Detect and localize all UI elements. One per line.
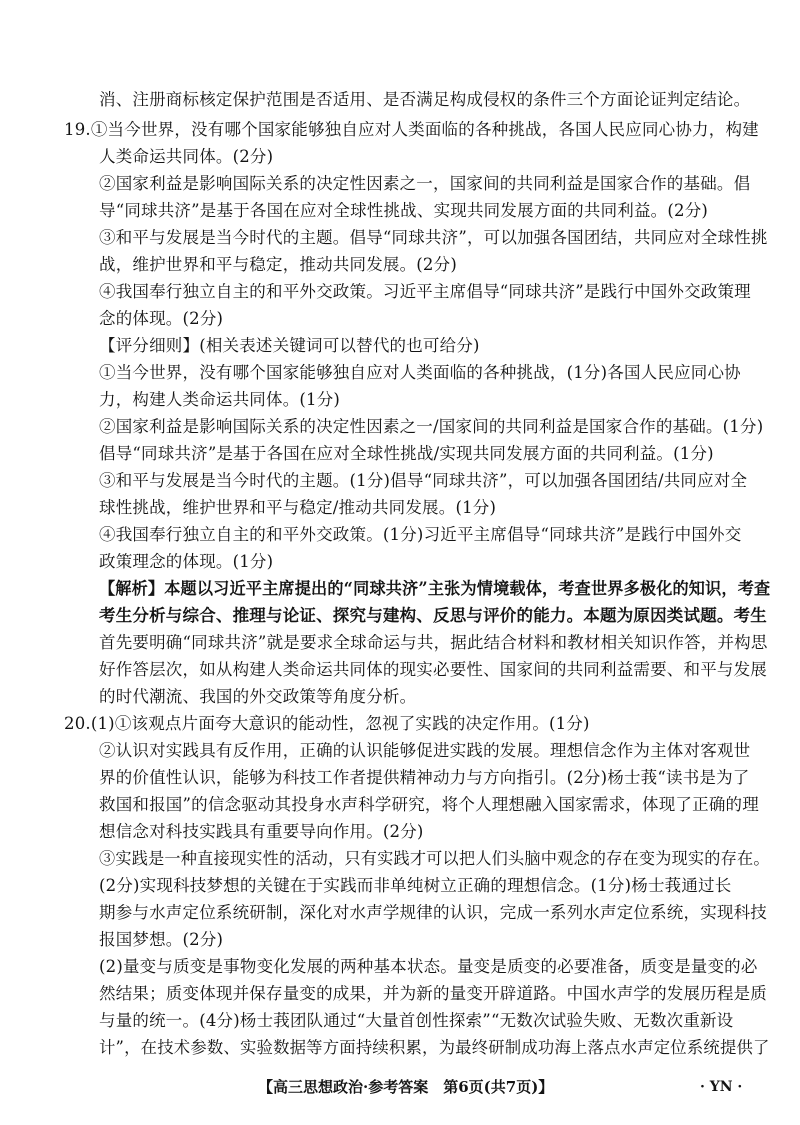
- text-line: 的时代潮流、我国的外交政策等角度分析。: [99, 687, 417, 706]
- text-line: 期参与水声定位系统研制，深化对水声学规律的认识，完成一系列水声定位系统，实现科技: [99, 903, 767, 922]
- text-line: 界的价值性认识，能够为科技工作者提供精神动力与方向指引。(2分)杨士莪“读书是为了: [99, 768, 750, 787]
- text-line: 人类命运共同体。(2分): [99, 147, 274, 166]
- text-line: 计”，在技术参数、实验数据等方面持续积累，为最终研制成功海上落点水声定位系统提供了: [99, 1038, 770, 1057]
- text-line: 好作答层次，如从构建人类命运共同体的现实必要性、国家间的共同利益需要、和平与发展: [99, 660, 767, 679]
- text-line: 救国和报国”的信念驱动其投身水声科学研究，将个人理想融入国家需求，体现了正确的理: [99, 795, 759, 814]
- text-line: ①当今世界，没有哪个国家能够独自应对人类面临的各种挑战，(1分)各国人民应同心协: [99, 363, 741, 382]
- text-line: 报国梦想。(2分): [99, 930, 224, 949]
- text-line: ④我国奉行独立自主的和平外交政策。(1分)习近平主席倡导“同球共济”是践行中国外交: [99, 525, 742, 544]
- text-line: 消、注册商标核定保护范围是否适用、是否满足构成侵权的条件三个方面论证判定结论。: [99, 90, 751, 109]
- question-19-heading: 19.①当今世界，没有哪个国家能够独自应对人类面临的各种挑战，各国人民应同心协力，构建: [64, 120, 759, 139]
- text-line: 倡导“同球共济”是基于各国在应对全球性挑战/实现共同发展方面的共同利益。(1分): [99, 444, 714, 463]
- text-line: ③和平与发展是当今时代的主题。(1分)倡导“同球共济”，可以加强各国团结/共同应对全: [99, 471, 748, 490]
- text-line: ③和平与发展是当今时代的主题。倡导“同球共济”，可以加强各国团结，共同应对全球性挑: [99, 228, 768, 247]
- text-line: (2分)实现科技梦想的关键在于实践而非单纯树立正确的理想信念。(1分)杨士莪通过长: [99, 876, 732, 895]
- page-footer: 【高三思想政治·参考答案 第6页(共7页)】: [258, 1078, 554, 1096]
- text-line: 与量的统一。(4分)杨士莪团队通过“大量首创性探索”“无数次试验失败、无数次重新设: [99, 1011, 734, 1030]
- region-mark: · YN ·: [700, 1079, 743, 1095]
- text-line: 战，维护世界和平与稳定，推动共同发展。(2分): [99, 255, 457, 274]
- text-line: 政策理念的体现。(1分): [99, 552, 274, 571]
- text-line: 考生分析与综合、推理与论证、探究与建构、反思与评价的能力。本题为原因类试题。考生: [99, 606, 767, 625]
- text-line: 想信念对科技实践具有重要导向作用。(2分): [99, 822, 424, 841]
- text-line: 力，构建人类命运共同体。(1分): [99, 390, 341, 409]
- text-line: 球性挑战，维护世界和平与稳定/推动共同发展。(1分): [99, 498, 497, 517]
- scoring-rules-heading: 【评分细则】(相关表述关键词可以替代的也可给分): [99, 336, 480, 355]
- text-line: ②认识对实践具有反作用，正确的认识能够促进实践的发展。理想信念作为主体对客观世: [99, 741, 751, 760]
- text-line: (2)量变与质变是事物变化发展的两种基本状态。量变是质变的必要准备，质变是量变的必: [99, 957, 758, 976]
- text-line: 念的体现。(2分): [99, 309, 224, 328]
- text-line: ③实践是一种直接现实性的活动，只有实践才可以把人们头脑中观念的存在变为现实的存在。: [99, 849, 770, 868]
- text-line: ②国家利益是影响国际关系的决定性因素之一，国家间的共同利益是国家合作的基础。倡: [99, 174, 751, 193]
- text-line: 首先要明确“同球共济”就是要求全球命运与共，据此结合材料和教材相关知识作答，并构思: [99, 633, 768, 652]
- text-line: ④我国奉行独立自主的和平外交政策。习近平主席倡导“同球共济”是践行中国外交政策理: [99, 282, 751, 301]
- text-line: 然结果；质变体现并保存量变的成果，并为新的量变开辟道路。中国水声学的发展历程是质: [99, 984, 767, 1003]
- question-20-heading: 20.(1)①该观点片面夸大意识的能动性，忽视了实践的决定作用。(1分): [64, 714, 590, 733]
- text-line: 导“同球共济”是基于各国在应对全球性挑战、实现共同发展方面的共同利益。(2分): [99, 201, 709, 220]
- text-line: ②国家利益是影响国际关系的决定性因素之一/国家间的共同利益是国家合作的基础。(1分): [99, 417, 764, 436]
- analysis-heading: 【解析】本题以习近平主席提出的“同球共济”主张为情境载体，考查世界多极化的知识，考查: [99, 579, 771, 598]
